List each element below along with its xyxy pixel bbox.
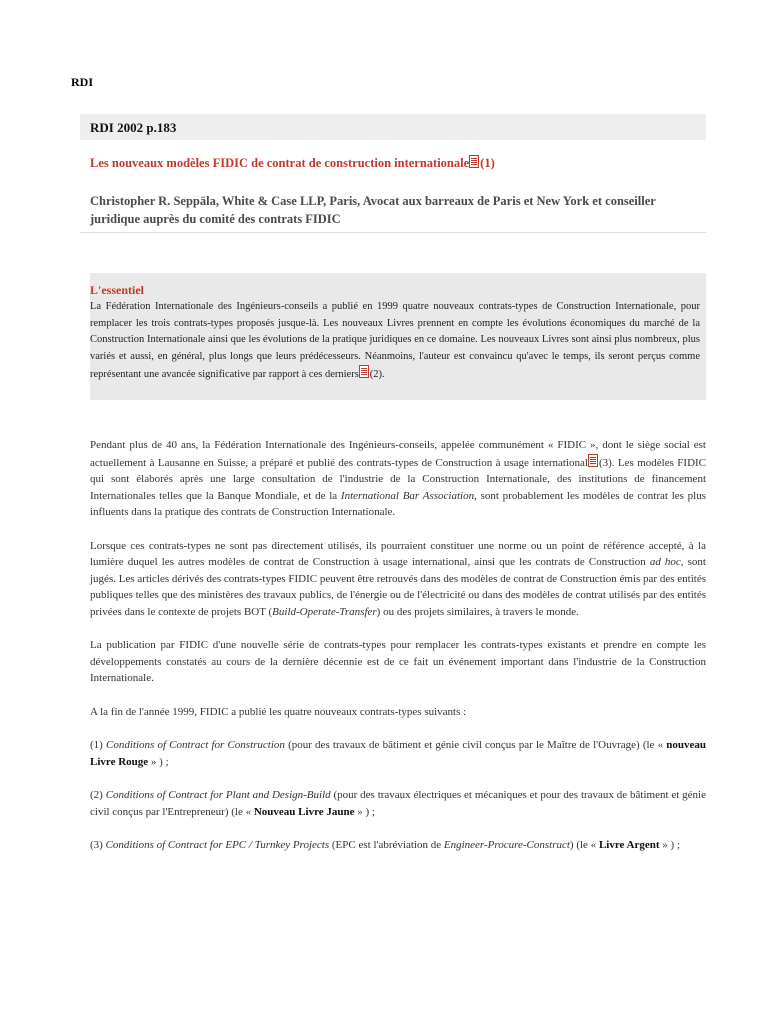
text-emphasis: Conditions of Contract for Plant and Design-Build [105, 789, 331, 801]
text: » ) ; [659, 839, 681, 851]
text-emphasis: Build-Operate-Transfer [272, 605, 377, 618]
article-body [90, 437, 706, 871]
list-item [90, 787, 706, 820]
document-title-text: Les nouveaux modèles FIDIC de contrat de construction internationale [90, 156, 470, 170]
text: . Les modèles FIDIC qui sont élaborés après une large consultation de l'industrie de la Construction Internationale, des institutions de financement Internationales telles que la Banque Mondiale, et de la [90, 456, 707, 502]
text: » ) ; [148, 755, 169, 768]
text: (pour des travaux électriques et mécaniques et pour des travaux de bâtiment et génie civil conçus par l'Entrepreneur) (le « [90, 789, 707, 818]
reference: RDI 2002 p.183 [90, 120, 177, 135]
note-icon[interactable] [588, 454, 598, 467]
essentiel-text [90, 299, 700, 384]
note-icon[interactable] [469, 155, 479, 168]
reference-bar [80, 114, 706, 140]
essentiel-label: L'essentiel [90, 283, 144, 297]
text: , sont jugés. Les articles dérivés des contrats-types FIDIC peuvent être retrouvés dans des modèles de contrat de Construction émis par des entités publiques telles que des ministères des travaux publics, de l'énergie ou de l'électricité ou dans des modèles de contrat utilisés par des entités privées dans le contexte de projets BOT ( [90, 556, 706, 618]
essentiel-body: La Fédération Internationale des Ingénieurs-conseils a publié en 1999 quatre nouveaux contrats-types de Construction Internationale, pour remplacer les trois contrats-types proposés jusque-là. Les nouveaux Livres prennent en compte les évolutions économiques du marché de la Construction Internationale ainsi que les évolutions de la pratique juridiques en ce domaine. Les nouveaux Livres sont ainsi plus nombreux, plus variés et aussi, en général, plus longs que leurs prédécesseurs. Néanmoins, l'auteur est convaincu qu'avec le temps, ils seront perçus comme représentant une avancée significative par rapport à ces derniers [90, 301, 700, 380]
text-bold: Livre Argent [598, 839, 660, 851]
text-emphasis: ad hoc [649, 556, 681, 568]
title-block [90, 155, 700, 228]
text: ) ou des projets similaires, à travers le monde. [376, 605, 579, 618]
text: Lorsque ces contrats-types ne sont pas directement utilisés, ils pourraient constituer une norme ou un point de référence accepté, à la lumière duquel les autres modèles de contrat de Construction à usage international, ainsi que les contrats de Construction [90, 539, 706, 568]
divider [80, 232, 706, 233]
footnote-ref[interactable]: (3) [598, 456, 612, 469]
paragraph [90, 437, 706, 521]
list-item [90, 837, 706, 854]
essentiel-box [90, 273, 706, 400]
text-emphasis: Conditions of Contract for Construction [106, 739, 285, 751]
text-bold: Nouveau Livre Jaune [253, 805, 355, 818]
text: (2) [90, 789, 106, 801]
footnote-ref[interactable]: (2). [369, 369, 385, 380]
text: Pendant plus de 40 ans, la Fédération Internationale des Ingénieurs-conseils, appelée communément « FIDIC », dont le siège social est actuellement à Lausanne en Suisse, a préparé et publié des contrats-types de Construction à usage international [90, 439, 706, 469]
text-emphasis: Engineer-Procure-Construct [443, 839, 570, 851]
authors: Christopher R. Seppäla, White & Case LLP, Paris, Avocat aux barreaux de Paris et New York et conseiller juridique auprès du comité des contrats FIDIC [90, 194, 656, 226]
footnote-ref[interactable]: (1) [480, 156, 495, 170]
text-emphasis: International Bar Association [340, 489, 475, 502]
text: (3) [90, 839, 106, 851]
paragraph: La publication par FIDIC d'une nouvelle série de contrats-types pour remplacer les contrats-types existants et prendre en compte les développements constatés au cours de la dernière décennie est de ce fait un événement important dans l'industrie de la Construction Internationale. [90, 639, 706, 684]
text: (1) [90, 739, 106, 751]
paragraph: A la fin de l'année 1999, FIDIC a publié les quatre nouveaux contrats-types suivants : [90, 705, 467, 718]
list-item [90, 737, 706, 770]
text: » ) ; [354, 805, 375, 818]
text: (EPC est l'abréviation de [329, 839, 444, 851]
text: (pour des travaux de bâtiment et génie civil conçus par le Maître de l'Ouvrage) (le « [284, 739, 667, 751]
text-bold: nouveau Livre Rouge [90, 739, 707, 768]
paragraph [90, 538, 706, 621]
publication-label: RDI [71, 75, 94, 89]
text: ) (le « [569, 839, 599, 851]
note-icon[interactable] [359, 365, 369, 378]
text-emphasis: Conditions of Contract for EPC / Turnkey Projects [105, 839, 330, 851]
text: , sont probablement les modèles de contrat les plus influents dans la pratique des contrats de Construction Internationale. [90, 489, 707, 518]
document-title [90, 155, 700, 171]
